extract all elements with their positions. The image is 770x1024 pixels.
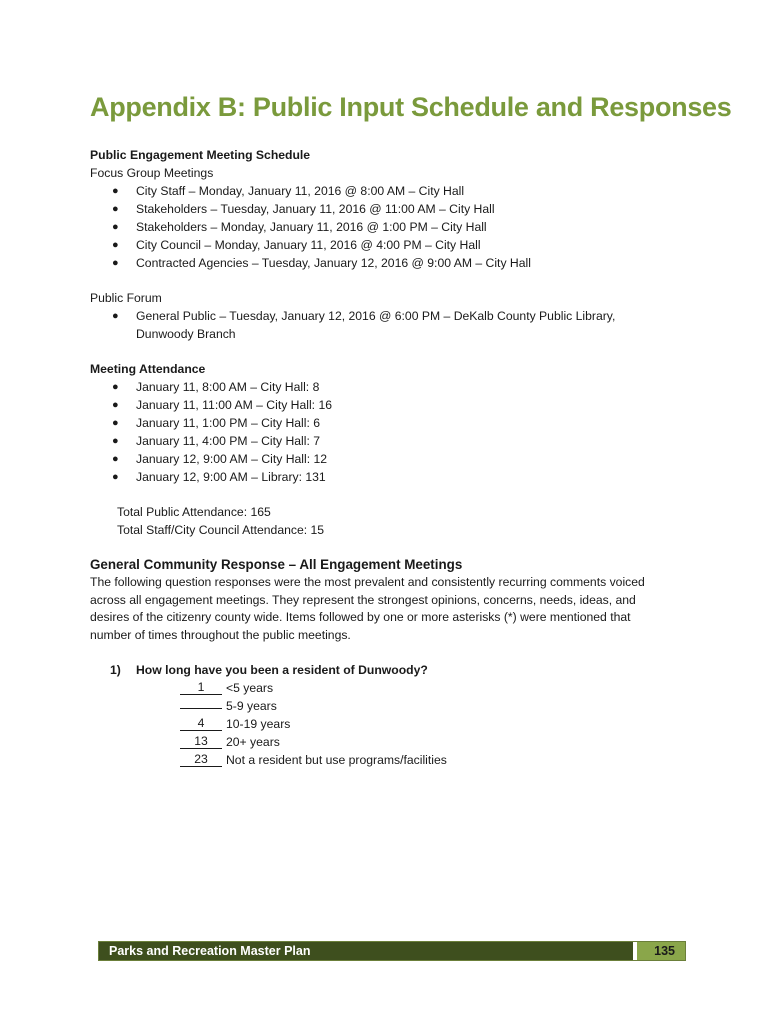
bullet-icon: ● [112, 471, 119, 483]
answer-label: 5-9 years [226, 699, 277, 713]
answer-count [180, 708, 222, 709]
list-item: ● January 11, 1:00 PM – City Hall: 6 [112, 416, 321, 430]
attendance-heading: Meeting Attendance [90, 362, 206, 376]
answer-label: 20+ years [226, 735, 280, 749]
page-number: 135 [637, 942, 685, 960]
list-item: ● January 11, 11:00 AM – City Hall: 16 [112, 398, 333, 412]
question-1 [90, 661, 690, 679]
answer-count: 23 [180, 752, 222, 767]
question-text: How long have you been a resident of Dunwoody? [136, 663, 428, 677]
list-item: ● Stakeholders – Monday, January 11, 2016 @ 1:00 PM – City Hall [112, 220, 487, 234]
schedule-heading: Public Engagement Meeting Schedule [90, 148, 311, 162]
question-number: 1) [110, 663, 121, 677]
answer-count: 1 [180, 680, 222, 695]
answer-row [90, 697, 690, 715]
footer-title: Parks and Recreation Master Plan [99, 942, 633, 960]
list-item: ● City Staff – Monday, January 11, 2016 @ 8:00 AM – City Hall [112, 184, 465, 198]
answer-row [90, 715, 690, 733]
bullet-icon: ● [112, 185, 119, 197]
response-heading: General Community Response – All Engagement Meetings [90, 557, 463, 572]
list-item: ● Stakeholders – Tuesday, January 11, 2016 @ 11:00 AM – City Hall [112, 202, 495, 216]
list-item: ● January 11, 8:00 AM – City Hall: 8 [112, 380, 320, 394]
list-item: ● General Public – Tuesday, January 12, 2016 @ 6:00 PM – DeKalb County Public Library, Dunwoody Branch [112, 309, 616, 341]
answer-count: 4 [180, 716, 222, 731]
answer-label: <5 years [226, 681, 274, 695]
bullet-icon: ● [112, 203, 119, 215]
list-item: ● January 11, 4:00 PM – City Hall: 7 [112, 434, 321, 448]
bullet-icon: ● [112, 435, 119, 447]
bullet-icon: ● [112, 399, 119, 411]
bullet-icon: ● [112, 221, 119, 233]
list-item: ● January 12, 9:00 AM – City Hall: 12 [112, 452, 328, 466]
bullet-icon: ● [112, 453, 119, 465]
answer-row [90, 679, 690, 697]
public-forum-label: Public Forum [90, 291, 162, 305]
focus-group-label: Focus Group Meetings [90, 166, 214, 180]
total-public-attendance: Total Public Attendance: 165 [117, 505, 271, 519]
list-item: ● Contracted Agencies – Tuesday, January 12, 2016 @ 9:00 AM – City Hall [112, 256, 531, 270]
list-item: ● January 12, 9:00 AM – Library: 131 [112, 470, 326, 484]
focus-group-list [90, 182, 690, 272]
bullet-icon: ● [112, 257, 119, 269]
attendance-list [90, 378, 690, 486]
page-footer [98, 941, 686, 961]
page-content [90, 146, 690, 769]
bullet-icon: ● [112, 381, 119, 393]
answer-label: 10-19 years [226, 717, 291, 731]
public-forum-list [90, 307, 690, 343]
bullet-icon: ● [112, 417, 119, 429]
page-title: Appendix B: Public Input Schedule and Responses [90, 92, 732, 122]
answer-count: 13 [180, 734, 222, 749]
response-paragraph: The following question responses were the most prevalent and consistently recurring comments voiced across all engagement meetings. They represent the strongest opinions, concerns, needs, ideas, and desires of the citizenry county wide. Items followed by one or more asterisks (*) were mentioned that number of times throughout the public meetings. [90, 575, 645, 642]
bullet-icon: ● [112, 239, 119, 251]
list-item: ● City Council – Monday, January 11, 2016 @ 4:00 PM – City Hall [112, 238, 481, 252]
answer-label: Not a resident but use programs/facilities [226, 753, 447, 767]
total-staff-attendance: Total Staff/City Council Attendance: 15 [117, 523, 325, 537]
answer-row [90, 751, 690, 769]
bullet-icon: ● [112, 310, 119, 322]
answer-row [90, 733, 690, 751]
